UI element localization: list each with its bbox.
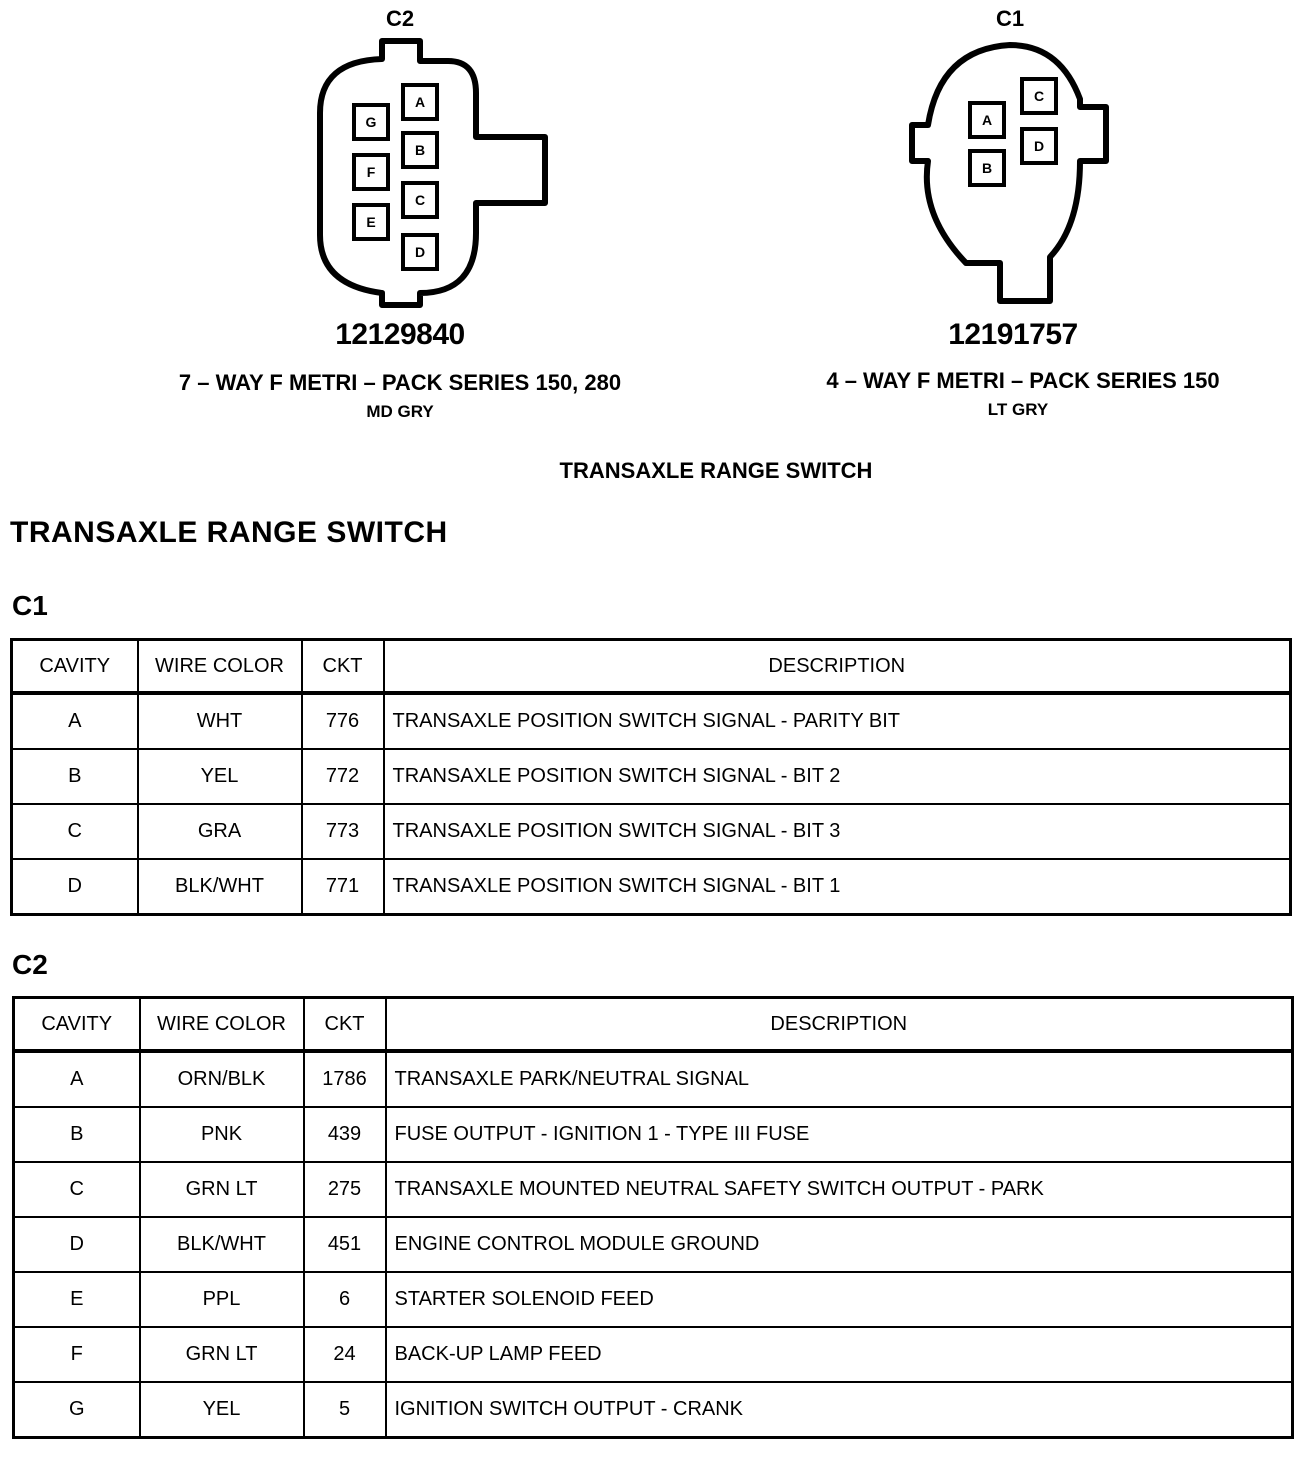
description-cell: TRANSAXLE PARK/NEUTRAL SIGNAL — [386, 1051, 1293, 1107]
c1-header-description: DESCRIPTION — [384, 640, 1291, 694]
wire-color-cell: ORN/BLK — [140, 1051, 304, 1107]
wire-color-cell: PPL — [140, 1272, 304, 1327]
c1-cavity-b-label: B — [981, 160, 993, 176]
wire-color-cell: BLK/WHT — [138, 859, 302, 915]
table-row — [12, 804, 1291, 859]
cavity-cell: F — [14, 1327, 140, 1382]
c2-cavity-e-label: E — [366, 214, 376, 230]
section-title: TRANSAXLE RANGE SWITCH — [10, 516, 448, 549]
diagram-caption: TRANSAXLE RANGE SWITCH — [559, 458, 873, 483]
table-row — [14, 1382, 1293, 1438]
description-cell: TRANSAXLE POSITION SWITCH SIGNAL - BIT 2 — [384, 749, 1291, 804]
description-cell: TRANSAXLE MOUNTED NEUTRAL SAFETY SWITCH OUTPUT - PARK — [386, 1162, 1293, 1217]
table-row — [14, 1327, 1293, 1382]
c2-header-ckt: CKT — [304, 998, 386, 1052]
ckt-cell: 5 — [304, 1382, 386, 1438]
c2-cavity-c-label: C — [414, 192, 426, 208]
description-cell: TRANSAXLE POSITION SWITCH SIGNAL - PARITY BIT — [384, 693, 1291, 749]
c1-cavity-d-label: D — [1033, 138, 1045, 154]
cavity-cell: A — [14, 1051, 140, 1107]
c2-connector-outline — [300, 35, 560, 315]
c1-table-title: C1 — [12, 590, 48, 621]
description-cell: FUSE OUTPUT - IGNITION 1 - TYPE III FUSE — [386, 1107, 1293, 1162]
c2-cavity-b-label: B — [414, 142, 426, 158]
c1-pinout-table — [10, 638, 1292, 916]
wire-color-cell: GRN LT — [140, 1327, 304, 1382]
c1-cavity-c-label: C — [1033, 88, 1045, 104]
table-row — [14, 1272, 1293, 1327]
c2-cavity-f-label: F — [366, 164, 376, 180]
wire-color-cell: BLK/WHT — [140, 1217, 304, 1272]
ckt-cell: 6 — [304, 1272, 386, 1327]
c1-part-number: 12191757 — [948, 318, 1078, 351]
cavity-cell: B — [12, 749, 138, 804]
c1-cavity-a-label: A — [981, 112, 993, 128]
table-row — [14, 1051, 1293, 1107]
description-cell: TRANSAXLE POSITION SWITCH SIGNAL - BIT 3 — [384, 804, 1291, 859]
wire-color-cell: YEL — [140, 1382, 304, 1438]
c1-header-wire-color: WIRE COLOR — [138, 640, 302, 694]
c2-header-cavity: CAVITY — [14, 998, 140, 1052]
table-row — [12, 693, 1291, 749]
table-row — [12, 859, 1291, 915]
table-row — [14, 1162, 1293, 1217]
ckt-cell: 773 — [302, 804, 384, 859]
c2-cavity-a-label: A — [414, 94, 426, 110]
wire-color-cell: WHT — [138, 693, 302, 749]
table-row — [14, 1107, 1293, 1162]
c1-color: LT GRY — [987, 400, 1049, 419]
cavity-cell: B — [14, 1107, 140, 1162]
description-cell: ENGINE CONTROL MODULE GROUND — [386, 1217, 1293, 1272]
c2-series: 7 – WAY F METRI – PACK SERIES 150, 280 — [178, 370, 622, 395]
c2-cavity-g-label: G — [365, 114, 377, 130]
cavity-cell: E — [14, 1272, 140, 1327]
c2-connector-label: C2 — [385, 6, 415, 31]
c1-header-cavity: CAVITY — [12, 640, 138, 694]
c2-header-wire-color: WIRE COLOR — [140, 998, 304, 1052]
c2-header-description: DESCRIPTION — [386, 998, 1293, 1052]
c1-connector-outline — [900, 35, 1120, 310]
cavity-cell: G — [14, 1382, 140, 1438]
cavity-cell: D — [12, 859, 138, 915]
table-row — [12, 749, 1291, 804]
c2-header-row — [14, 998, 1293, 1052]
wire-color-cell: PNK — [140, 1107, 304, 1162]
c1-series: 4 – WAY F METRI – PACK SERIES 150 — [826, 368, 1220, 393]
description-cell: TRANSAXLE POSITION SWITCH SIGNAL - BIT 1 — [384, 859, 1291, 915]
ckt-cell: 439 — [304, 1107, 386, 1162]
cavity-cell: C — [12, 804, 138, 859]
c2-cavity-d-label: D — [414, 244, 426, 260]
table-row — [14, 1217, 1293, 1272]
cavity-cell: C — [14, 1162, 140, 1217]
ckt-cell: 772 — [302, 749, 384, 804]
c2-table-title: C2 — [12, 949, 48, 980]
c1-header-ckt: CKT — [302, 640, 384, 694]
wire-color-cell: GRN LT — [140, 1162, 304, 1217]
ckt-cell: 776 — [302, 693, 384, 749]
c2-pinout-table — [12, 996, 1294, 1439]
ckt-cell: 1786 — [304, 1051, 386, 1107]
ckt-cell: 24 — [304, 1327, 386, 1382]
cavity-cell: D — [14, 1217, 140, 1272]
c2-color: MD GRY — [366, 402, 434, 421]
c1-connector-label: C1 — [995, 6, 1025, 31]
ckt-cell: 451 — [304, 1217, 386, 1272]
wire-color-cell: GRA — [138, 804, 302, 859]
ckt-cell: 275 — [304, 1162, 386, 1217]
description-cell: BACK-UP LAMP FEED — [386, 1327, 1293, 1382]
description-cell: STARTER SOLENOID FEED — [386, 1272, 1293, 1327]
wire-color-cell: YEL — [138, 749, 302, 804]
description-cell: IGNITION SWITCH OUTPUT - CRANK — [386, 1382, 1293, 1438]
c1-header-row — [12, 640, 1291, 694]
c2-part-number: 12129840 — [335, 318, 465, 351]
ckt-cell: 771 — [302, 859, 384, 915]
cavity-cell: A — [12, 693, 138, 749]
